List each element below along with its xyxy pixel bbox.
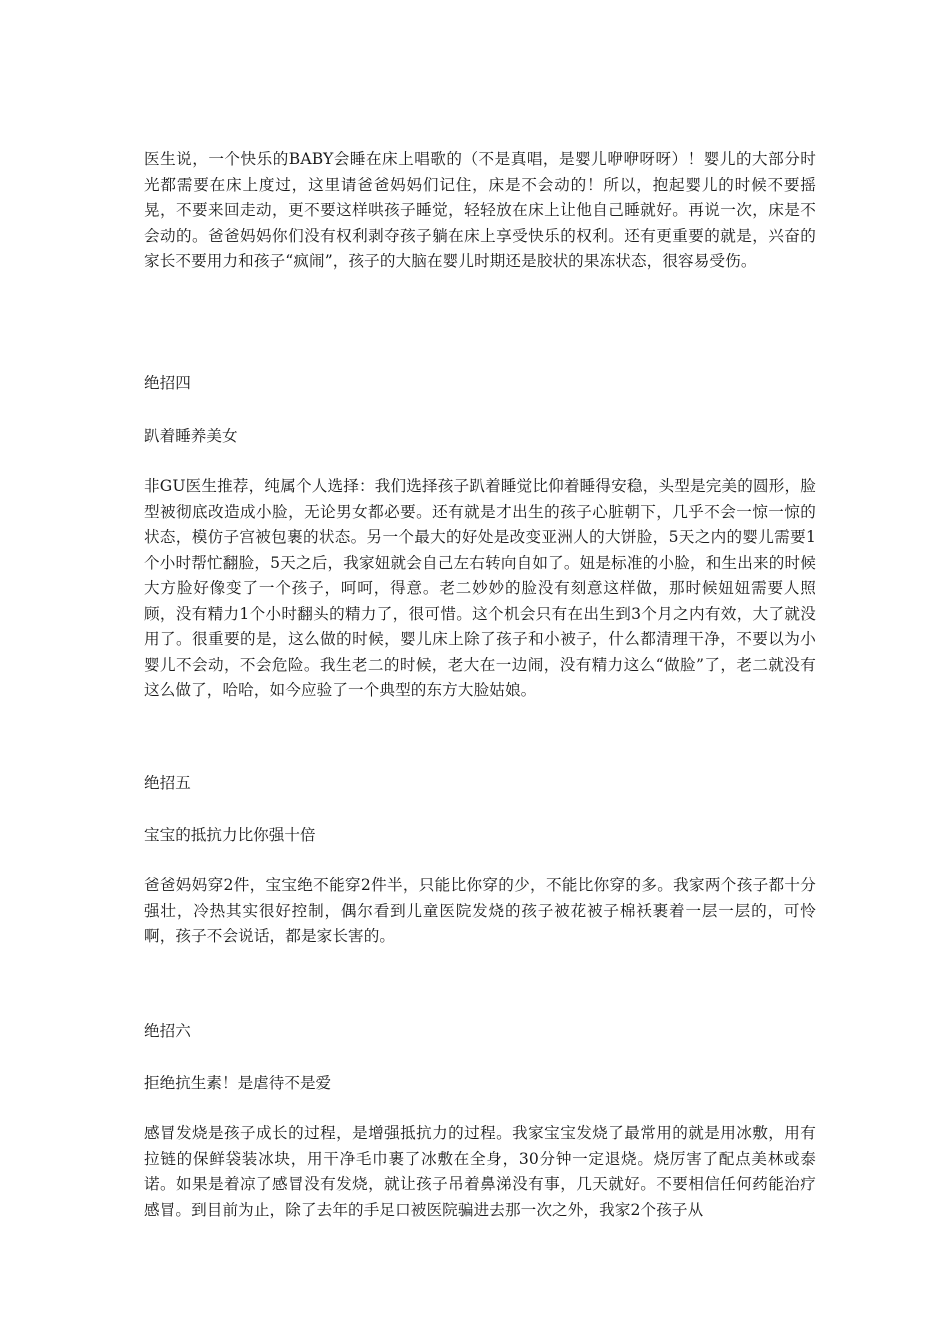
section-body-4: 非GU医生推荐，纯属个人选择：我们选择孩子趴着睡觉比仰着睡得安稳，头型是完美的圆形，脸型被彻底改造成小脸，无论男女都必要。还有就是才出生的孩子心脏朝下，几乎不会一惊一惊的状态，模仿子宫被包裹的状态。另一个最大的好处是改变亚洲人的大饼脸，5天之内的婴儿需要1个小时帮忙翻脸，5天之后，我家妞就会自己左右转向自如了。妞是标准的小脸，和生出来的时候大方脸好像变了一个孩子，呵呵，得意。老二妙妙的脸没有刻意这样做，那时候妞妞需要人照顾，没有精力1个小时翻头的精力了，很可惜。这个机会只有在出生到3个月之内有效，大了就没用了。很重要的是，这么做的时候，婴儿床上除了孩子和小被子，什么都清理干净，不要以为小婴儿不会动，不会危险。我生老二的时候，老大在一边闹，没有精力这么“做脸”了，老二就没有这么做了，哈哈，如今应验了一个典型的东方大脸姑娘。 <box>144 477 816 699</box>
section-number-5: 绝招五 <box>144 774 191 792</box>
section-title-6: 拒绝抗生素！是虐待不是爱 <box>144 1074 332 1092</box>
section-number-6: 绝招六 <box>144 1022 191 1040</box>
section-title-4: 趴着睡养美女 <box>144 427 238 445</box>
intro-paragraph: 医生说，一个快乐的BABY会睡在床上唱歌的（不是真唱，是婴儿咿咿呀呀）！婴儿的大部分时光都需要在床上度过，这里请爸爸妈妈们记住，床是不会动的！所以，抱起婴儿的时候不要摇晃，不要来回走动，更不要这样哄孩子睡觉，轻轻放在床上让他自己睡就好。再说一次，床是不会动的。爸爸妈妈你们没有权利剥夺孩子躺在床上享受快乐的权利。还有更重要的就是，兴奋的家长不要用力和孩子“疯闹”，孩子的大脑在婴儿时期还是胶状的果冻状态，很容易受伤。 <box>144 150 816 270</box>
section-body-5: 爸爸妈妈穿2件，宝宝绝不能穿2件半，只能比你穿的少，不能比你穿的多。我家两个孩子都十分强壮，冷热其实很好控制，偶尔看到儿童医院发烧的孩子被花被子棉袄裹着一层一层的，可怜啊，孩子不会说话，都是家长害的。 <box>144 876 816 945</box>
section-title-5: 宝宝的抵抗力比你强十倍 <box>144 826 316 844</box>
section-number-4: 绝招四 <box>144 374 191 392</box>
section-body-6: 感冒发烧是孩子成长的过程，是增强抵抗力的过程。我家宝宝发烧了最常用的就是用冰敷，用有拉链的保鲜袋装冰块，用干净毛巾裹了冰敷在全身，30分钟一定退烧。烧厉害了配点美林或泰诺。如果是着凉了感冒没有发烧，就让孩子吊着鼻涕没有事，几天就好。不要相信任何药能治疗感冒。到目前为止，除了去年的手足口被医院骗进去那一次之外，我家2个孩子从 <box>144 1124 816 1219</box>
